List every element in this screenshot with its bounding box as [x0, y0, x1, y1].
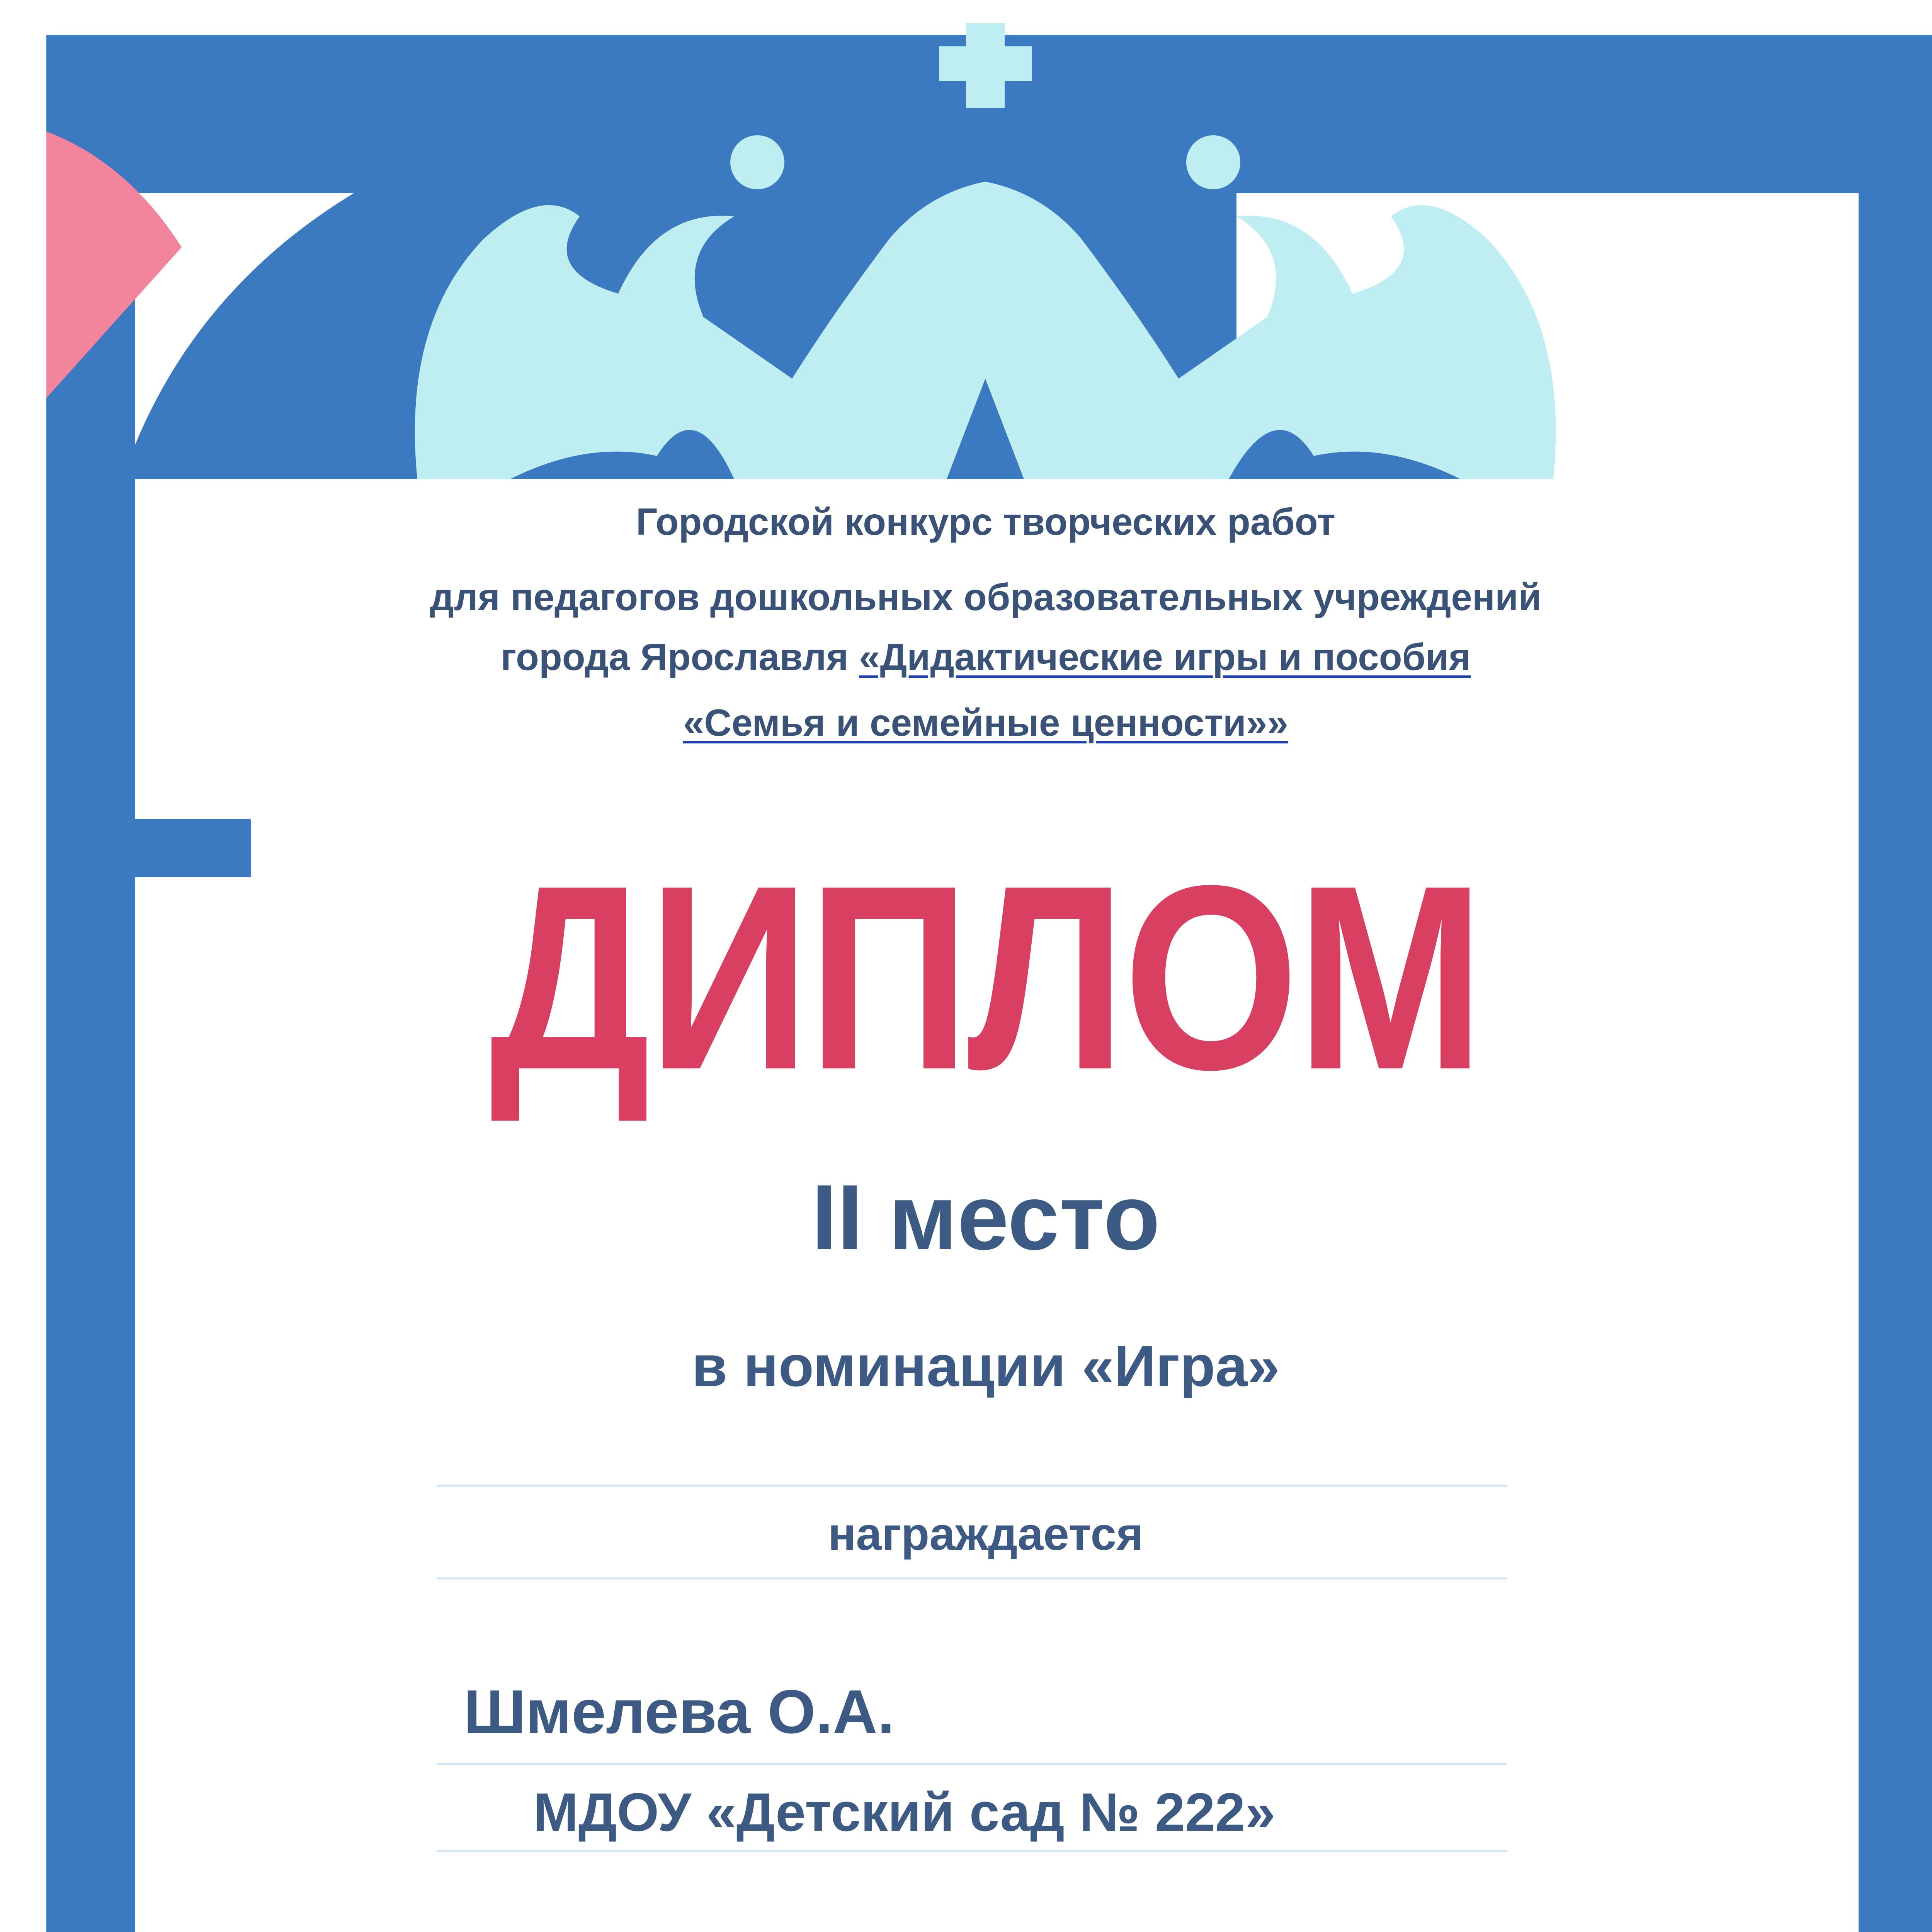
diploma-title: ДИПЛОМ	[489, 831, 1482, 1124]
contest-city: города Ярославля	[500, 636, 859, 678]
contest-title: «Дидактические игры и пособия	[859, 636, 1471, 678]
recipient-organization: МДОУ «Детский сад № 222»	[533, 1782, 1276, 1842]
place: II место	[811, 1165, 1160, 1269]
contest-line-3	[0, 634, 1932, 680]
recipient-name: Шмелева О.А.	[464, 1677, 895, 1746]
contest-line-2: для педагогов дошкольных образовательных учреждений	[430, 576, 1542, 618]
contest-line-1: Городской конкурс творческих работ	[636, 500, 1336, 543]
awarded-label: награждается	[828, 1508, 1144, 1560]
nomination: в номинации «Игра»	[692, 1333, 1280, 1398]
contest-line-4: «Семья и семейные ценности»»	[683, 701, 1289, 744]
